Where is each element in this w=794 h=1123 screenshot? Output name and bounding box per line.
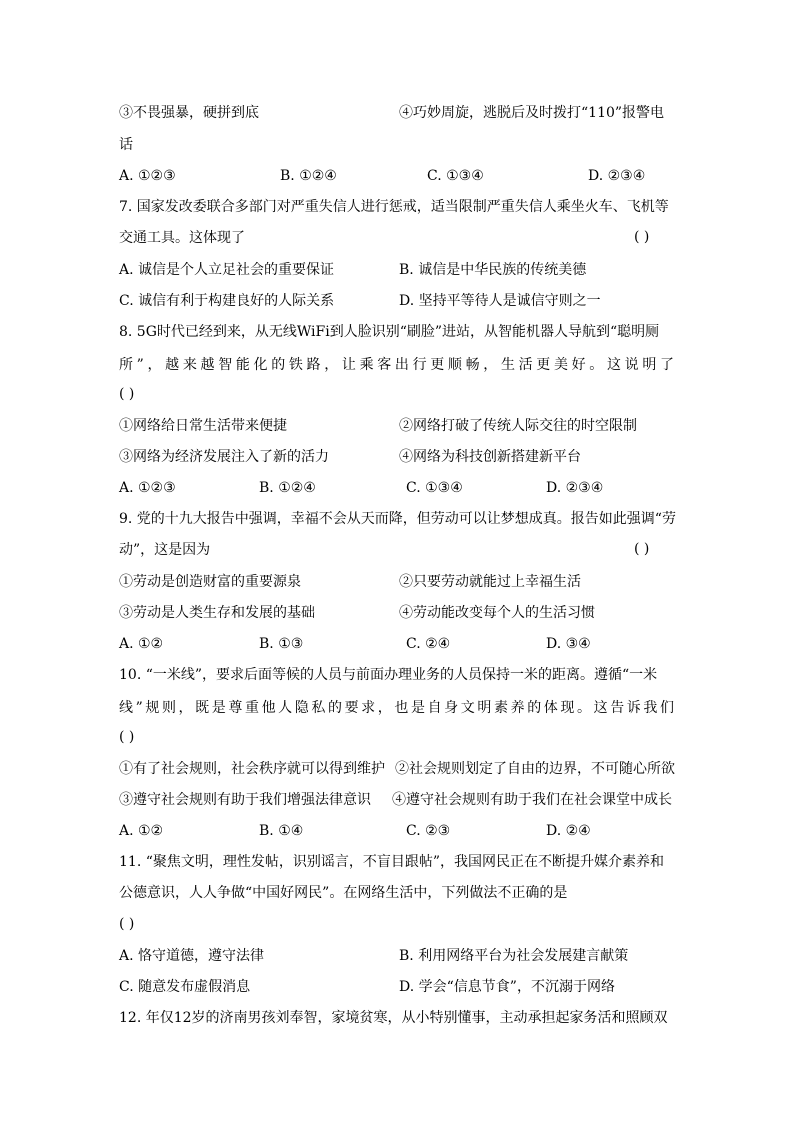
q8-option-1: ①网络给日常生活带来便捷 xyxy=(119,418,287,434)
q8-option-3: ③网络为经济发展注入了新的活力 xyxy=(119,449,329,465)
q9-answer-paren: ( ) xyxy=(634,541,650,557)
q9-choice-c: C. ②④ xyxy=(406,636,451,652)
q10-stem-line1: 10. “一米线”，要求后面等候的人员与前面办理业务的人员保持一米的距离。遵循“一米 xyxy=(119,667,658,683)
q7-answer-paren: ( ) xyxy=(634,229,650,245)
q10-choice-c: C. ②③ xyxy=(406,823,451,839)
q8-choice-a: A. ①②③ xyxy=(119,480,176,496)
q11-choice-d: D. 学会“信息节食”，不沉溺于网络 xyxy=(399,979,615,995)
q6-option-4: ④巧妙周旋，逃脱后及时拨打“110”报警电 xyxy=(399,105,665,121)
q9-choice-a: A. ①② xyxy=(119,636,164,652)
q11-stem-line1: 11. “聚焦文明，理性发帖，识别谣言，不盲目跟帖”，我国网民正在不断提升媒介素养和 xyxy=(119,854,665,870)
q6-choice-b: B. ①②④ xyxy=(280,168,337,184)
q6-choice-d: D. ②③④ xyxy=(588,168,646,184)
q11-answer-paren: ( ) xyxy=(119,916,135,932)
q7-choice-a: A. 诚信是个人立足社会的重要保证 xyxy=(119,262,335,278)
q10-option-4: ④遵守社会规则有助于我们在社会课堂中成长 xyxy=(392,792,672,808)
q11-choice-c: C. 随意发布虚假消息 xyxy=(119,979,251,995)
q8-answer-paren: ( ) xyxy=(119,386,135,402)
q6-option-3: ③不畏强暴，硬拼到底 xyxy=(119,105,259,121)
q9-option-3: ③劳动是人类生存和发展的基础 xyxy=(119,605,315,621)
q10-option-2: ②社会规则划定了自由的边界，不可随心所欲 xyxy=(395,761,675,777)
q7-choice-c: C. 诚信有利于构建良好的人际关系 xyxy=(119,293,335,309)
q8-stem-line1: 8. 5G时代已经到来，从无线WiFi到人脸识别“刷脸”进站，从智能机器人导航到“聪明厕 xyxy=(119,324,660,340)
q10-option-3: ③遵守社会规则有助于我们增强法律意识 xyxy=(119,792,371,808)
q9-stem-line1: 9. 党的十九大报告中强调，幸福不会从天而降，但劳动可以让梦想成真。报告如此强调“劳 xyxy=(119,511,676,527)
q9-option-4: ④劳动能改变每个人的生活习惯 xyxy=(399,605,595,621)
q6-choice-a: A. ①②③ xyxy=(119,168,176,184)
q10-choice-d: D. ②④ xyxy=(546,823,591,839)
q10-choice-a: A. ①② xyxy=(119,823,164,839)
q8-stem-line2: 所”，越来越智能化的铁路，让乘客出行更顺畅，生活更美好。这说明了 xyxy=(119,357,674,373)
q8-option-4: ④网络为科技创新搭建新平台 xyxy=(399,449,581,465)
q10-stem-line2: 线”规则，既是尊重他人隐私的要求，也是自身文明素养的体现。这告诉我们 xyxy=(119,700,674,716)
q9-stem-line2: 动”，这是因为 xyxy=(119,542,211,558)
q11-stem-line2: 公德意识，人人争做“中国好网民”。在网络生活中，下列做法不正确的是 xyxy=(119,885,568,901)
q10-choice-b: B. ①④ xyxy=(259,823,304,839)
q11-choice-a: A. 恪守道德，遵守法律 xyxy=(119,948,265,964)
q7-choice-d: D. 坚持平等待人是诚信守则之一 xyxy=(399,293,601,309)
q9-choice-d: D. ③④ xyxy=(546,636,591,652)
q8-choice-b: B. ①②④ xyxy=(259,480,316,496)
q9-option-1: ①劳动是创造财富的重要源泉 xyxy=(119,574,301,590)
q7-choice-b: B. 诚信是中华民族的传统美德 xyxy=(399,262,587,278)
q6-choice-c: C. ①③④ xyxy=(427,168,484,184)
q10-option-1: ①有了社会规则，社会秩序就可以得到维护 xyxy=(119,761,385,777)
q7-stem-line2: 交通工具。这体现了 xyxy=(119,230,245,246)
q9-option-2: ②只要劳动就能过上幸福生活 xyxy=(399,574,581,590)
q10-answer-paren: ( ) xyxy=(119,729,135,745)
q7-stem-line1: 7. 国家发改委联合多部门对严重失信人进行惩戒，适当限制严重失信人乘坐火车、飞机等 xyxy=(119,199,669,215)
q8-choice-c: C. ①③④ xyxy=(406,480,463,496)
q9-choice-b: B. ①③ xyxy=(259,636,304,652)
q8-choice-d: D. ②③④ xyxy=(546,480,604,496)
q6-option-4-cont: 话 xyxy=(119,137,133,153)
q11-choice-b: B. 利用网络平台为社会发展建言献策 xyxy=(399,948,629,964)
q8-option-2: ②网络打破了传统人际交往的时空限制 xyxy=(399,418,637,434)
q12-stem-line1: 12. 年仅12岁的济南男孩刘奉智，家境贫寒，从小特别懂事，主动承担起家务活和照顾双 xyxy=(119,1010,668,1026)
